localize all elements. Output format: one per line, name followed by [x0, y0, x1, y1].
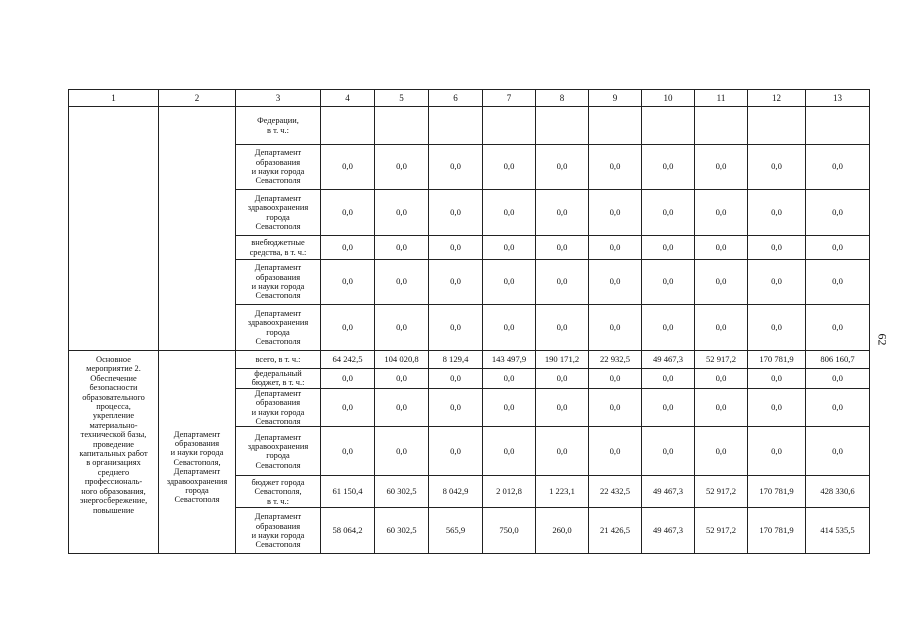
- value-cell: [536, 107, 589, 145]
- value-cell: 0,0: [321, 236, 375, 260]
- funding-source-label: Департамент образования и науки города Севастополя: [236, 388, 321, 427]
- column-header-7: 7: [483, 90, 536, 107]
- value-cell: 0,0: [429, 427, 483, 476]
- column-header-6: 6: [429, 90, 483, 107]
- value-cell: 750,0: [483, 508, 536, 554]
- value-cell: 52 917,2: [695, 508, 748, 554]
- value-cell: 0,0: [748, 369, 806, 389]
- value-cell: 0,0: [748, 388, 806, 427]
- value-cell: 0,0: [748, 427, 806, 476]
- column-header-8: 8: [536, 90, 589, 107]
- table-body: [69, 90, 870, 554]
- value-cell: 0,0: [589, 260, 642, 305]
- value-cell: 0,0: [536, 427, 589, 476]
- value-cell: 0,0: [429, 190, 483, 236]
- value-cell: 0,0: [536, 190, 589, 236]
- value-cell: 0,0: [375, 236, 429, 260]
- value-cell: 0,0: [695, 388, 748, 427]
- value-cell: 0,0: [589, 305, 642, 351]
- value-cell: 0,0: [483, 388, 536, 427]
- value-cell: 170 781,9: [748, 476, 806, 508]
- value-cell: 260,0: [536, 508, 589, 554]
- value-cell: 0,0: [375, 388, 429, 427]
- value-cell: 8 129,4: [429, 351, 483, 369]
- value-cell: 0,0: [695, 305, 748, 351]
- value-cell: 0,0: [695, 369, 748, 389]
- value-cell: 0,0: [375, 427, 429, 476]
- value-cell: 0,0: [589, 388, 642, 427]
- value-cell: 0,0: [429, 305, 483, 351]
- value-cell: 0,0: [589, 369, 642, 389]
- column-header-1: 1: [69, 90, 159, 107]
- value-cell: 428 330,6: [806, 476, 870, 508]
- value-cell: 806 160,7: [806, 351, 870, 369]
- value-cell: 170 781,9: [748, 508, 806, 554]
- budget-table: [68, 89, 870, 554]
- page-number: 62: [875, 333, 890, 346]
- value-cell: 0,0: [642, 236, 695, 260]
- measure-description: Основное мероприятие 2. Обеспечение безопасности образовательного процесса, укрепление материально- технической базы, проведение капитальных работ в организациях среднего профессиональ- ного образования, энергосбережение, повышение: [69, 351, 159, 554]
- value-cell: 0,0: [429, 236, 483, 260]
- column-header-5: 5: [375, 90, 429, 107]
- value-cell: [806, 107, 870, 145]
- value-cell: 22 432,5: [589, 476, 642, 508]
- funding-source-label: федеральный бюджет, в т. ч.:: [236, 369, 321, 389]
- column-header-3: 3: [236, 90, 321, 107]
- value-cell: 0,0: [536, 369, 589, 389]
- value-cell: 0,0: [429, 260, 483, 305]
- value-cell: 0,0: [429, 369, 483, 389]
- column-header-4: 4: [321, 90, 375, 107]
- value-cell: 0,0: [806, 427, 870, 476]
- value-cell: 0,0: [642, 369, 695, 389]
- value-cell: 0,0: [536, 236, 589, 260]
- value-cell: 0,0: [806, 260, 870, 305]
- responsible-department: Департамент образования и науки города Севастополя, Департамент здравоохранения города Севастополя: [159, 351, 236, 554]
- column-header-12: 12: [748, 90, 806, 107]
- value-cell: 0,0: [589, 427, 642, 476]
- value-cell: 0,0: [375, 369, 429, 389]
- value-cell: 2 012,8: [483, 476, 536, 508]
- value-cell: [748, 107, 806, 145]
- funding-source-label: Департамент здравоохранения города Севастополя: [236, 427, 321, 476]
- value-cell: 0,0: [321, 190, 375, 236]
- value-cell: 0,0: [375, 305, 429, 351]
- value-cell: 190 171,2: [536, 351, 589, 369]
- value-cell: [429, 107, 483, 145]
- value-cell: 0,0: [321, 260, 375, 305]
- value-cell: 0,0: [748, 305, 806, 351]
- column-header-2: 2: [159, 90, 236, 107]
- value-cell: 49 467,3: [642, 351, 695, 369]
- funding-source-label: Департамент образования и науки города Севастополя: [236, 260, 321, 305]
- value-cell: 0,0: [536, 260, 589, 305]
- value-cell: 0,0: [806, 236, 870, 260]
- value-cell: 0,0: [375, 190, 429, 236]
- funding-source-label: Департамент здравоохранения города Севастополя: [236, 190, 321, 236]
- value-cell: 0,0: [748, 236, 806, 260]
- value-cell: 0,0: [483, 190, 536, 236]
- value-cell: 0,0: [536, 388, 589, 427]
- value-cell: 0,0: [483, 236, 536, 260]
- value-cell: 0,0: [695, 260, 748, 305]
- value-cell: [321, 107, 375, 145]
- column-header-9: 9: [589, 90, 642, 107]
- value-cell: 21 426,5: [589, 508, 642, 554]
- value-cell: [483, 107, 536, 145]
- value-cell: [375, 107, 429, 145]
- value-cell: 0,0: [375, 145, 429, 190]
- value-cell: [642, 107, 695, 145]
- value-cell: 0,0: [642, 260, 695, 305]
- value-cell: 0,0: [642, 427, 695, 476]
- value-cell: 52 917,2: [695, 476, 748, 508]
- value-cell: 0,0: [536, 145, 589, 190]
- value-cell: 104 020,8: [375, 351, 429, 369]
- value-cell: 8 042,9: [429, 476, 483, 508]
- value-cell: 49 467,3: [642, 508, 695, 554]
- value-cell: 170 781,9: [748, 351, 806, 369]
- value-cell: 0,0: [589, 190, 642, 236]
- value-cell: 0,0: [375, 260, 429, 305]
- value-cell: 0,0: [748, 190, 806, 236]
- value-cell: 0,0: [429, 388, 483, 427]
- value-cell: 0,0: [642, 388, 695, 427]
- value-cell: 0,0: [589, 236, 642, 260]
- value-cell: 0,0: [642, 145, 695, 190]
- value-cell: 52 917,2: [695, 351, 748, 369]
- value-cell: 0,0: [806, 305, 870, 351]
- value-cell: 64 242,5: [321, 351, 375, 369]
- value-cell: 0,0: [695, 145, 748, 190]
- value-cell: 0,0: [321, 369, 375, 389]
- funding-source-label: всего, в т. ч.:: [236, 351, 321, 369]
- responsible-department: [159, 107, 236, 351]
- value-cell: 22 932,5: [589, 351, 642, 369]
- funding-source-label: внебюджетные средства, в т. ч.:: [236, 236, 321, 260]
- value-cell: 1 223,1: [536, 476, 589, 508]
- funding-source-label: Федерации, в т. ч.:: [236, 107, 321, 145]
- column-header-10: 10: [642, 90, 695, 107]
- value-cell: 49 467,3: [642, 476, 695, 508]
- value-cell: [695, 107, 748, 145]
- funding-source-label: Департамент здравоохранения города Севастополя: [236, 305, 321, 351]
- value-cell: 60 302,5: [375, 476, 429, 508]
- value-cell: 0,0: [321, 427, 375, 476]
- value-cell: 0,0: [695, 190, 748, 236]
- funding-source-label: бюджет города Севастополя, в т. ч.:: [236, 476, 321, 508]
- value-cell: 58 064,2: [321, 508, 375, 554]
- value-cell: 143 497,9: [483, 351, 536, 369]
- value-cell: 0,0: [806, 145, 870, 190]
- value-cell: 0,0: [748, 145, 806, 190]
- value-cell: 0,0: [483, 369, 536, 389]
- value-cell: 0,0: [483, 427, 536, 476]
- value-cell: 0,0: [483, 260, 536, 305]
- value-cell: 0,0: [483, 305, 536, 351]
- funding-source-label: Департамент образования и науки города Севастополя: [236, 508, 321, 554]
- value-cell: 0,0: [642, 190, 695, 236]
- value-cell: 0,0: [695, 236, 748, 260]
- value-cell: 0,0: [483, 145, 536, 190]
- column-header-13: 13: [806, 90, 870, 107]
- value-cell: 0,0: [536, 305, 589, 351]
- header-row: [69, 90, 870, 107]
- value-cell: 60 302,5: [375, 508, 429, 554]
- value-cell: 0,0: [695, 427, 748, 476]
- value-cell: [589, 107, 642, 145]
- funding-source-label: Департамент образования и науки города Севастополя: [236, 145, 321, 190]
- table-row: [69, 107, 870, 145]
- value-cell: 0,0: [806, 190, 870, 236]
- value-cell: 0,0: [806, 369, 870, 389]
- value-cell: 0,0: [806, 388, 870, 427]
- value-cell: 0,0: [589, 145, 642, 190]
- value-cell: 0,0: [321, 305, 375, 351]
- value-cell: 0,0: [748, 260, 806, 305]
- value-cell: 0,0: [321, 388, 375, 427]
- value-cell: 565,9: [429, 508, 483, 554]
- value-cell: 0,0: [429, 145, 483, 190]
- value-cell: 414 535,5: [806, 508, 870, 554]
- value-cell: 0,0: [321, 145, 375, 190]
- column-header-11: 11: [695, 90, 748, 107]
- value-cell: 0,0: [642, 305, 695, 351]
- measure-description: [69, 107, 159, 351]
- table-row: [69, 351, 870, 369]
- value-cell: 61 150,4: [321, 476, 375, 508]
